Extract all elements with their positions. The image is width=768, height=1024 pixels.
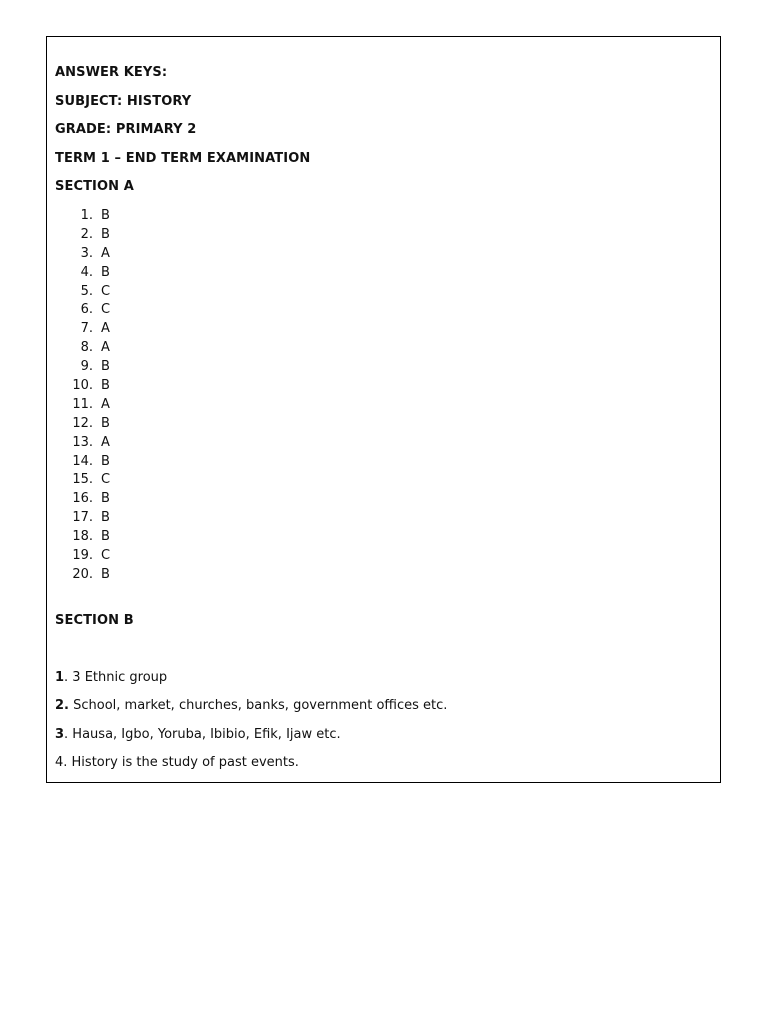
answer-key: A — [101, 396, 110, 412]
answer-number: 11. — [72, 396, 93, 412]
answer-key: A — [101, 434, 110, 450]
answer-key: C — [101, 302, 111, 318]
document-title: ANSWER KEYS: — [55, 65, 168, 80]
answer-number: 18. — [72, 529, 93, 545]
answer-number: 12. — [72, 415, 93, 431]
list-item — [55, 264, 110, 283]
answer-key: B — [101, 226, 110, 242]
answer-number: 1 — [55, 670, 65, 685]
list-item — [55, 547, 110, 566]
answer-number: 9. — [80, 359, 93, 375]
section-b-answer-3 — [55, 727, 341, 742]
answer-key: B — [101, 510, 110, 526]
list-item — [55, 377, 110, 396]
list-item — [55, 207, 110, 226]
answer-text: School, market, churches, banks, government offices etc. — [68, 698, 448, 713]
answer-key: B — [101, 566, 110, 582]
list-item — [55, 471, 110, 490]
answer-key: C — [101, 472, 111, 488]
answer-text: . Hausa, Igbo, Yoruba, Ibibio, Efik, Ijaw etc. — [64, 727, 341, 742]
list-item — [55, 358, 110, 377]
section-a-answer-list — [55, 207, 110, 585]
list-item — [55, 245, 110, 264]
answer-text: . 3 Ethnic group — [64, 670, 168, 685]
answer-key: B — [101, 453, 110, 469]
answer-number: 5. — [80, 283, 93, 299]
list-item — [55, 301, 110, 320]
answer-number: 1. — [80, 208, 93, 223]
answer-key-document — [46, 36, 721, 783]
answer-number: 14. — [72, 453, 93, 469]
answer-key: A — [101, 340, 110, 356]
section-b-answer-4 — [55, 755, 299, 770]
answer-key: B — [101, 208, 110, 223]
list-item — [55, 283, 110, 302]
answer-number: 19. — [72, 548, 93, 564]
subject-line: SUBJECT: HISTORY — [55, 94, 192, 109]
list-item — [55, 528, 110, 547]
answer-text: 4. History is the study of past events. — [55, 755, 299, 770]
list-item — [55, 226, 110, 245]
answer-key: B — [101, 491, 110, 507]
answer-number: 7. — [80, 321, 93, 337]
answer-number: 15. — [72, 472, 93, 488]
answer-key: B — [101, 415, 110, 431]
answer-key: B — [101, 529, 110, 545]
list-item — [55, 566, 110, 585]
answer-key: A — [101, 321, 110, 337]
answer-number: 3 — [55, 727, 65, 742]
list-item — [55, 490, 110, 509]
section-b-heading: SECTION B — [55, 613, 134, 628]
answer-number: 2. — [55, 698, 69, 713]
list-item — [55, 509, 110, 528]
answer-number: 2. — [80, 226, 93, 242]
list-item — [55, 339, 110, 358]
answer-number: 16. — [72, 491, 93, 507]
section-b-answer-1 — [55, 670, 167, 685]
section-a-heading: SECTION A — [55, 179, 134, 194]
grade-line: GRADE: PRIMARY 2 — [55, 122, 197, 137]
section-b-answer-2 — [55, 698, 447, 713]
answer-key: B — [101, 378, 110, 394]
answer-number: 6. — [80, 302, 93, 318]
list-item — [55, 453, 110, 472]
answer-number: 4. — [80, 264, 93, 280]
answer-number: 10. — [72, 378, 93, 394]
answer-key: C — [101, 283, 111, 299]
answer-key: B — [101, 359, 110, 375]
answer-key: B — [101, 264, 110, 280]
list-item — [55, 415, 110, 434]
answer-number: 13. — [72, 434, 93, 450]
list-item — [55, 434, 110, 453]
answer-number: 8. — [80, 340, 93, 356]
list-item — [55, 396, 110, 415]
answer-key: C — [101, 548, 111, 564]
answer-number: 3. — [80, 245, 93, 261]
answer-key: A — [101, 245, 110, 261]
answer-number: 17. — [72, 510, 93, 526]
list-item — [55, 320, 110, 339]
answer-number: 20. — [72, 566, 93, 582]
term-line: TERM 1 – END TERM EXAMINATION — [55, 151, 311, 166]
